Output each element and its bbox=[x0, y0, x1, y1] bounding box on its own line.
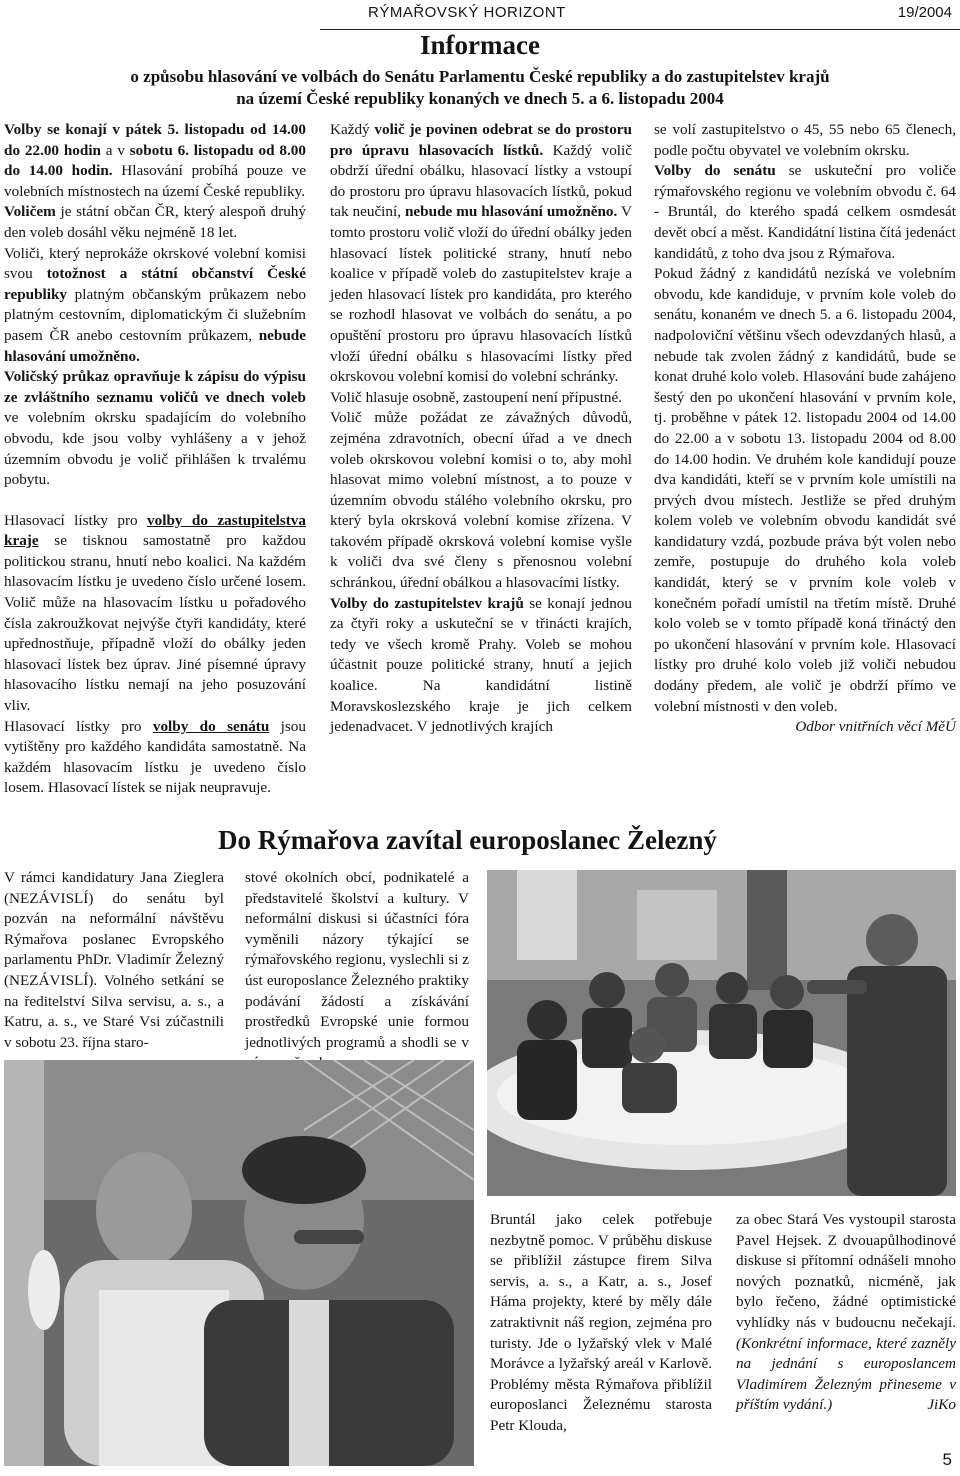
paragraph: Voličský průkaz opravňuje k zápisu do výpisu ze zvláštního seznamu voličů ve dnech voleb ve volebním okrsku spadajícím do volebního obvodu, kde jsou volby vyhlášeny a v jehož územním obvodu je volič přihlášen k trvalému pobytu. bbox=[4, 368, 306, 489]
subtitle-line-1: o způsobu hlasování ve volbách do Senátu Parlamentu České republiky a do zastupitelstev krajů bbox=[130, 67, 830, 86]
article2-column-1 bbox=[4, 868, 224, 1053]
photo-guests-image bbox=[4, 1060, 474, 1466]
paragraph: Voličem je státní občan ČR, který alespoň druhý den voleb dosáhl věku nejméně 18 let. bbox=[4, 203, 306, 241]
article1-signature: Odbor vnitřních věcí MěÚ bbox=[795, 718, 956, 736]
photo-meeting-image bbox=[487, 870, 956, 1196]
paragraph: Bruntál jako celek potřebuje nezbytně pomoc. V průběhu diskuse se přiblížil zástupce firem Silva servis, a. s., a Katr, a. s., Josef Háma projekty, které by měly dále zatraktivnit náš region, zejména pro turisty. Jde o lyžařský vlek v Malé Morávce a lyžařský areál v Karlově. Problémy města Rýmařova přiblížil europoslanci Železnému starosta Petr Klouda, bbox=[490, 1211, 712, 1434]
paragraph: V rámci kandidatury Jana Zieglera (NEZÁVISLÍ) do senátu byl pozván na neformální návštěvu Rýmařova poslanec Evropského parlamentu PhDr. Vladimír Železný (NEZÁVISLÍ). Volného setkání se na ředitelství Silva servisu, a. s., a Katru, a. s., ve Staré Vsi zúčastnili v sobotu 23. října staro- bbox=[4, 869, 224, 1051]
paragraph: za obec Stará Ves vystoupil starosta Pavel Hejsek. Z dvouapůlhodinové diskuse si přítomní odnášeli mnoho nových poznatků, nicméně, jak bylo řečeno, žádné optimistické vyhlídky nás v budoucnu nečekají. (Konkrétní informace, které zazněly na jednání s europoslancem Vladimírem Železným přineseme v příštím vydání.) bbox=[736, 1211, 956, 1414]
paragraph: Voliči, který neprokáže okrskové volební komisi svou totožnost a státní občanství České republiky platným občanským průkazem nebo platným cestovním, diplomatickým či služebním pasem ČR anebo cestovním průkazem, nebude hlasování umožněno. bbox=[4, 244, 306, 365]
page-number: 5 bbox=[942, 1450, 952, 1469]
paragraph: Každý volič je povinen odebrat se do prostoru pro úpravu hlasovacích lístků. Každý volič obdrží úřední obálku, hlasovací lístky a vstoupí do prostoru pro úpravu hlasovacích lístků, pokud tak neučiní, nebude mu hlasování umožněno. V tomto prostoru volič vloží do úřední obálky jeden hlasovací lístek politické strany, hnutí nebo koalice v případě voleb do zastupitelstev kraje a jeden hlasovací lístek pro kandidáta, pro kterého se rozhodl hlasovat ve volbách do senátu, a po opuštění prostoru pro úpravu hlasovacích lístků vloží úřední obálku s hlasovacími lístky před okrskovou volební komisí do volební schránky. bbox=[330, 121, 632, 386]
article2-column-4 bbox=[736, 1210, 956, 1416]
issue-number: 19/2004 bbox=[897, 4, 952, 21]
paragraph: se volí zastupitelstvo o 45, 55 nebo 65 členech, podle počtu obyvatel ve volebním okrsku. bbox=[654, 121, 956, 159]
article2-title: Do Rýmařova zavítal europoslanec Železný bbox=[218, 825, 717, 855]
article1-column-3 bbox=[654, 120, 956, 738]
article2-signature: JiKo bbox=[927, 1396, 956, 1414]
article2-column-2 bbox=[245, 868, 469, 1074]
paragraph: Hlasovací lístky pro volby do zastupitelstva kraje se tisknou samostatně pro každou politickou stranu, hnutí nebo koalici. Na každém hlasovacím lístku je uvedeno číslo určené losem. Volič může na hlasovacím lístku u pořadového čísla zakroužkovat nejvýše čtyři kandidáty, které upřednostňuje, případně vloží do obálky jeden hlasovací lístek bez úprav. Jiné písemné úpravy hlasovacího lístku nemají na jeho posuzování vliv. bbox=[4, 511, 306, 715]
article1-column-2 bbox=[330, 120, 632, 738]
article2-column-3 bbox=[490, 1210, 712, 1437]
paragraph: Volič může požádat ze závažných důvodů, zejména zdravotních, obecní úřad a ve dnech voleb okrskovou volební komisi o to, aby mohl hlasovat mimo volební místnost, a to pouze v územním obvodu stálého volebního okrsku, pro který byla okrsková volební komise zřízena. V takovém případě okrsková volební komise vyšle k voliči dva své členy s přenosnou volební schránkou, úřední obálkou a hlasovacími lístky. bbox=[330, 409, 632, 592]
article1-title: Informace bbox=[420, 30, 540, 60]
article1-subtitle bbox=[0, 66, 960, 110]
photo-meeting bbox=[487, 870, 956, 1196]
photo-guests bbox=[4, 1060, 474, 1466]
paragraph: stové okolních obcí, podnikatelé a představitelé školství a kultury. V neformální diskusi si účastníci fóra vyměnili názory týkající se rýmařovského regionu, vyslechli si z úst europoslance Železného praktiky podávání žádostí a získávání prostředků Evropské unie formou jednotlivých programů a shodli se v bbox=[245, 869, 469, 1051]
paragraph: Hlasovací lístky pro volby do senátu jsou vytištěny pro každého kandidáta samostatně. Na každém hlasovacím lístku je uvedeno číslo losem. Hlasovací lístek se nijak neupravuje. bbox=[4, 717, 306, 797]
paragraph: Volič hlasuje osobně, zastoupení není přípustné. bbox=[330, 388, 623, 406]
article1-column-1 bbox=[4, 120, 306, 799]
paragraph: Volby do senátu se uskuteční pro voliče rýmařovského regionu ve volebním obvodu č. 64 - Bruntál, do kterého spadá celkem osmdesát devět obcí a měst. Kandidátní listina čítá jedenáct kandidátů, z toho dva jsou z Rýmařova. bbox=[654, 162, 956, 262]
paragraph: Volby se konají v pátek 5. listopadu od 14.00 do 22.00 hodin a v sobotu 6. listopadu od 8.00 do 14.00 hodin. Hlasování probíhá pouze ve volebních místnostech na území České republiky. bbox=[4, 121, 306, 200]
paragraph: Volby do zastupitelstev krajů se konají jednou za čtyři roky a uskuteční se v třinácti krajích, tedy ve všech kromě Prahy. Voleb se mohou účastnit pouze politické strany, hnutí a jejich koalice. Na kandidátní listině Moravskoslezského kraje je jich celkem jedenadvacet. V jednotlivých krajích bbox=[330, 594, 632, 736]
newspaper-title: RÝMAŘOVSKÝ HORIZONT bbox=[368, 4, 566, 21]
subtitle-line-2: na území České republiky konaných ve dnech 5. a 6. listopadu 2004 bbox=[236, 89, 724, 108]
paragraph: Pokud žádný z kandidátů nezíská ve volebním obvodu, kde kandiduje, v prvním kole voleb do senátu, konaném ve dnech 5. a 6. listopadu 2004, nadpoloviční většinu všech odevzdaných hlasů, a nebude tak zvolen žádný z kandidátů, bude se konat druhé kolo voleb. Hlasování bude zahájeno šestý den po ukončení hlasování v prvním kole, tj. proběhne v pátek 12. listopadu 2004 od 14.00 do 22.00 a v sobotu 13. listopadu 2004 od 8.00 do 14.00 hodin. Ve druhém kole kandidují pouze dva kandidáti, kteří se v prvním kole umístili na prvých dvou místech. Jestliže se před druhým kolem voleb ve volebním obvodu kandidát své kandidatury vzdá, pozbude práva být volen nebo zemře, postupuje do druhého kola voleb kandidát, který se v prvním kole voleb v konečném pořadí umístil na třetím místě. Druhé kolo voleb se v tomto případě koná třináctý den po ukončení hlasování v prvním kole. Hlasovací lístky pro druhé kolo voleb již voliči nebudou dodány předem, ale volič je obdrží přímo ve volební místnosti v den voleb. bbox=[654, 265, 956, 715]
